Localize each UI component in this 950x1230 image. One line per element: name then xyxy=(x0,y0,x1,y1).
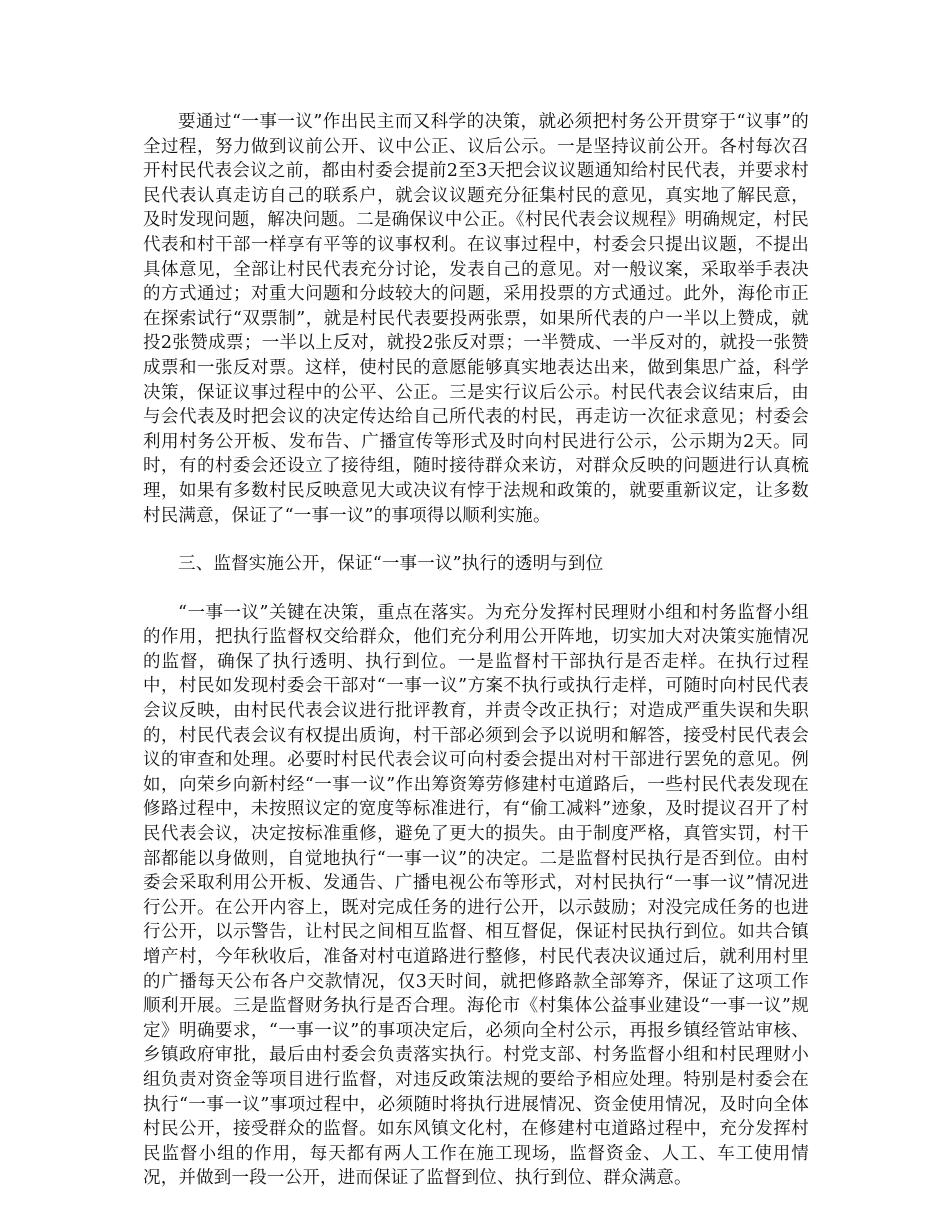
heading-spacer xyxy=(143,577,809,601)
body-paragraph-1: 要通过“一事一议”作出民主而又科学的决策，就必须把村务公开贯穿于“议事”的全过程，努力做到议前公开、议中公正、议后公示。一是坚持议前公开。各村每次召开村民代表会议之前，都由村委会提前2至3天把会议议题通知给村民代表，并要求村民代表认真走访自己的联系户，就会议议题充分征集村民的意见，真实地了解民意，及时发现问题，解决问题。二是确保议中公正。《村民代表会议规程》明确规定，村民代表和村干部一样享有平等的议事权利。在议事过程中，村委会只提出议题，不提出具体意见，全部让村民代表充分讨论，发表自己的意见。对一般议案，采取举手表决的方式通过；对重大问题和分歧较大的问题，采用投票的方式通过。此外，海伦市正在探索试行“双票制”，就是村民代表要投两张票，如果所代表的户一半以上赞成，就投2张赞成票；一半以上反对，就投2张反对票；一半赞成、一半反对的，就投一张赞成票和一张反对票。这样，使村民的意愿能够真实地表达出来，做到集思广益，科学决策，保证议事过程中的公平、公正。三是实行议后公示。村民代表会议结束后，由与会代表及时把会议的决定传达给自己所代表的村民，再走访一次征求意见；村委会利用村务公开板、发布告、广播宣传等形式及时向村民进行公示，公示期为2天。同时，有的村委会还设立了接待组，随时接待群众来访，对群众反映的问题进行认真梳理，如果有多数村民反映意见大或决议有悖于法规和政策的，就要重新议定，让多数村民满意，保证了“一事一议”的事项得以顺利实施。 xyxy=(143,112,809,526)
body-paragraph-2: “一事一议”关键在决策，重点在落实。为充分发挥村民理财小组和村务监督小组的作用，把执行监督权交给群众，他们充分利用公开阵地，切实加大对决策实施情况的监督，确保了执行透明、执行到位。一是监督村干部执行是否走样。在执行过程中，村民如发现村委会干部对“一事一议”方案不执行或执行走样，可随时向村民代表会议反映，由村民代表会议进行批评教育，并责令改正执行；对造成严重失误和失职的，村民代表会议有权提出质询，村干部必须到会予以说明和解答，接受村民代表会议的审查和处理。必要时村民代表会议可向村委会提出对村干部进行罢免的意见。例如，向荣乡向新村经“一事一议”作出筹资筹劳修建村屯道路后，一些村民代表发现在修路过程中，未按照议定的宽度等标准进行，有“偷工减料”迹象，及时提议召开了村民代表会议，决定按标准重修，避免了更大的损失。由于制度严格，真管实罚，村干部都能以身做则，自觉地执行“一事一议”的决定。二是监督村民执行是否到位。由村委会采取利用公开板、发通告、广播电视公布等形式，对村民执行“一事一议”情况进行公开。在公开内容上，既对完成任务的进行公开，以示鼓励；对没完成任务的也进行公开，以示警告，让村民之间相互监督、相互督促，保证村民执行到位。如共合镇增产村，今年秋收后，准备对村屯道路进行整修，村民代表决议通过后，就利用村里的广播每天公布各户交款情况，仅3天时间，就把修路款全部筹齐，保证了这项工作顺利开展。三是监督财务执行是否合理。海伦市《村集体公益事业建设“一事一议”规定》明确要求，“一事一议”的事项决定后，必须向全村公示，再报乡镇经管站审核、乡镇政府审批，最后由村委会负责落实执行。村党支部、村务监督小组和村民理财小组负责对资金等项目进行监督，对违反政策法规的要给予相应处理。特别是村委会在执行“一事一议”事项过程中，必须随时将执行进展情况、资金使用情况，及时向全体村民公开，接受群众的监督。如东风镇文化村，在修建村屯道路过程中，充分发挥村民监督小组的作用，每天都有两人工作在施工现场，监督资金、人工、车工使用情况，并做到一段一公开，进而保证了监督到位、执行到位、群众满意。 xyxy=(143,602,809,1189)
section-heading-3: 三、监督实施公开，保证“一事一议”执行的透明与到位 xyxy=(178,554,604,575)
paragraph-spacer xyxy=(143,528,809,552)
document-page xyxy=(143,110,809,1191)
